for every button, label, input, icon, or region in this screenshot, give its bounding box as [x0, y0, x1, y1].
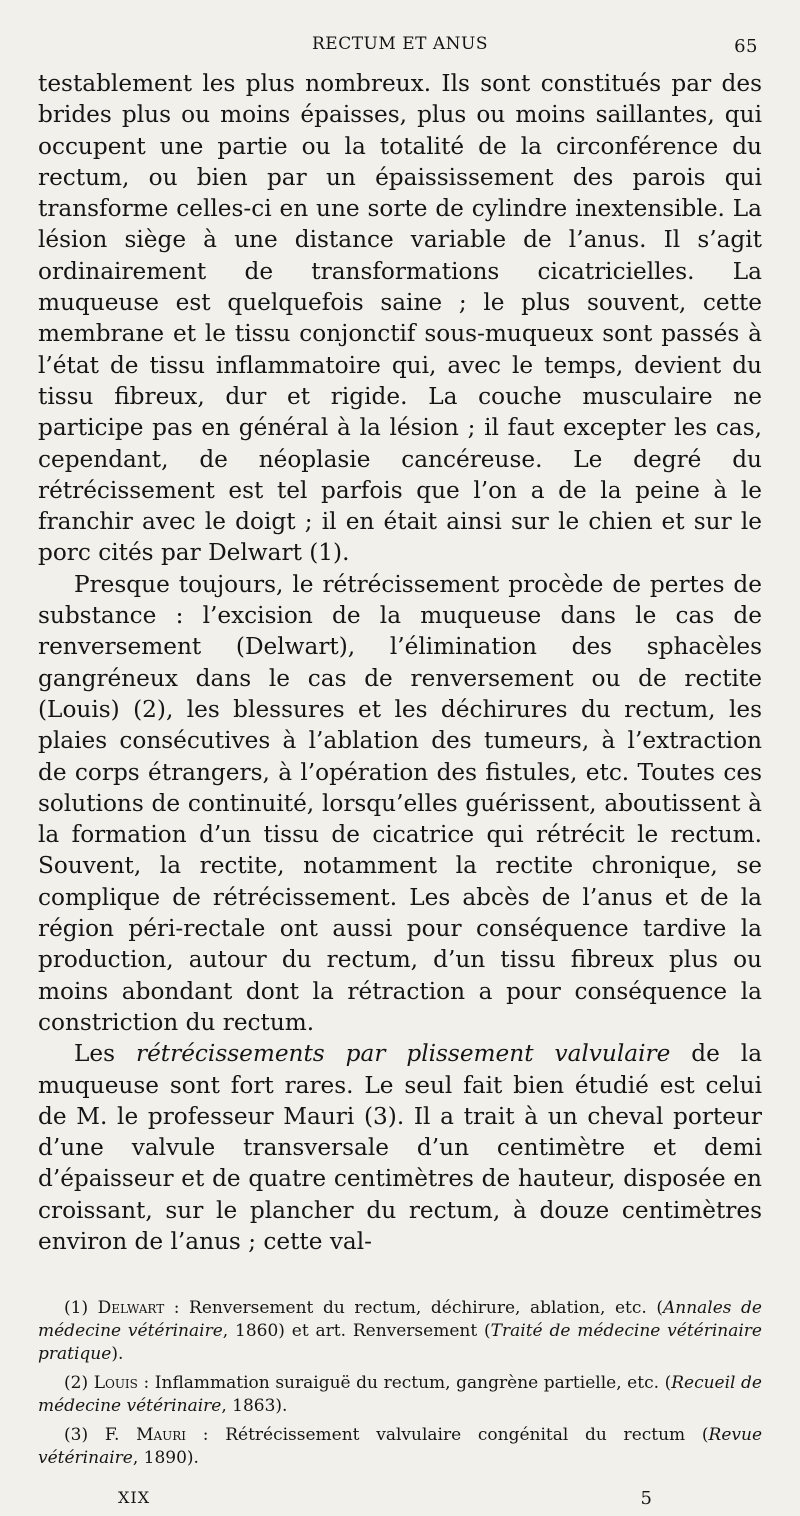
paragraph	[38, 68, 762, 569]
text-run: Presque toujours, le rétrécissement procède de pertes de substance : l’excision de la muqueuse dans le cas de renversement (Delwart), l’élimination des sphacèles gangréneux dans le cas de renversement ou de rectite (Louis) (2), les blessures et les déchirures du rectum, les plaies consécutives à l’ablation des tumeurs, à l’extraction de corps étrangers, à l’opération des fistules, etc. Toutes ces solutions de continuité, lorsqu’elles guérissent, aboutissent à la formation d’un tissu de cicatrice qui rétrécit le rectum. Souvent, la rectite, notamment la rectite chronique, se complique de rétrécissement. Les abcès de l’anus et de la région péri-rectale ont aussi pour conséquence tardive la production, autour du rectum, d’un tissu fibreux plus ou moins abondant dont la rétraction a pour conséquence la constriction du rectum.	[38, 570, 762, 1036]
body-text	[38, 68, 762, 1257]
footnote-text: ).	[111, 1344, 124, 1365]
footnote-text: , 1860) et art. Renversement (	[222, 1321, 491, 1342]
paragraph	[38, 1038, 762, 1257]
footnote-number: (2)	[64, 1373, 89, 1394]
running-title: RECTUM ET ANUS	[312, 34, 488, 54]
footnote-author: Louis	[93, 1373, 138, 1394]
footnote-number: (1)	[64, 1298, 89, 1319]
italic-phrase: rétrécissements par plissement valvulaire	[135, 1040, 671, 1068]
footnote	[38, 1297, 762, 1366]
footnote	[38, 1372, 762, 1418]
paragraph	[38, 569, 762, 1038]
footnote-number: (3)	[64, 1425, 89, 1446]
signature-number: 5	[640, 1488, 652, 1510]
text-run: testablement les plus nombreux. Ils sont constitués par des brides plus ou moins épaisses, plus ou moins saillantes, qui occupent une partie ou la totalité de la circonférence du rectum, ou bien par un épaississement des parois qui transforme celles-ci en une sorte de cylindre inextensible. La lésion siège à une distance variable de l’anus. Il s’agit ordinairement de transformations cicatricielles. La muqueuse est quelquefois saine ; le plus souvent, cette membrane et le tissu conjonctif sous-muqueux sont passés à l’état de tissu inflammatoire qui, avec le temps, devient du tissu fibreux, dur et rigide. La couche musculaire ne participe pas en général à la lésion ; il faut excepter les cas, cependant, de néoplasie cancéreuse. Le degré du rétrécissement est tel parfois que l’on a de la peine à le franchir avec le doigt ; il en était ainsi sur le chien et sur le porc cités par Delwart (1).	[38, 70, 762, 567]
running-header	[38, 30, 762, 64]
footnote-author: Delwart	[97, 1298, 165, 1319]
footnote-text: , 1863).	[221, 1396, 288, 1417]
footnote-text: : Renversement du rectum, déchirure, ablation, etc. (	[164, 1298, 663, 1319]
footnote-text: , 1890).	[132, 1448, 199, 1469]
footnote-text: : Rétrécissement valvulaire congénital du rectum (	[186, 1425, 709, 1446]
footnote-title: Traité de médecine vétérinaire pratique	[38, 1321, 762, 1365]
footnote	[38, 1424, 762, 1470]
signature-row	[38, 1488, 762, 1516]
footnote-author: F. Mauri	[104, 1425, 187, 1446]
signature-mark: XIX	[118, 1488, 151, 1508]
text-run: de la muqueuse sont fort rares. Le seul fait bien étudié est celui de M. le professeur Mauri (3). Il a trait à un cheval porteur d’une valvule transversale d’un centimètre et demi d’épaisseur et de quatre centimètres de hauteur, disposée en croissant, sur le plancher du rectum, à douze centimètres environ de l’anus ; cette val-	[38, 1040, 763, 1255]
footnote-title: Revue vétérinaire	[38, 1425, 763, 1469]
footnote-title: Recueil de médecine vétérinaire	[38, 1373, 762, 1417]
footnote-title: Annales de médecine vétérinaire	[38, 1298, 762, 1342]
page-number: 65	[734, 36, 758, 57]
footnote-text: : Inflammation suraiguë du rectum, gangrène partielle, etc. (	[137, 1373, 672, 1394]
text-run: Les	[74, 1040, 136, 1068]
footnotes	[38, 1297, 762, 1470]
